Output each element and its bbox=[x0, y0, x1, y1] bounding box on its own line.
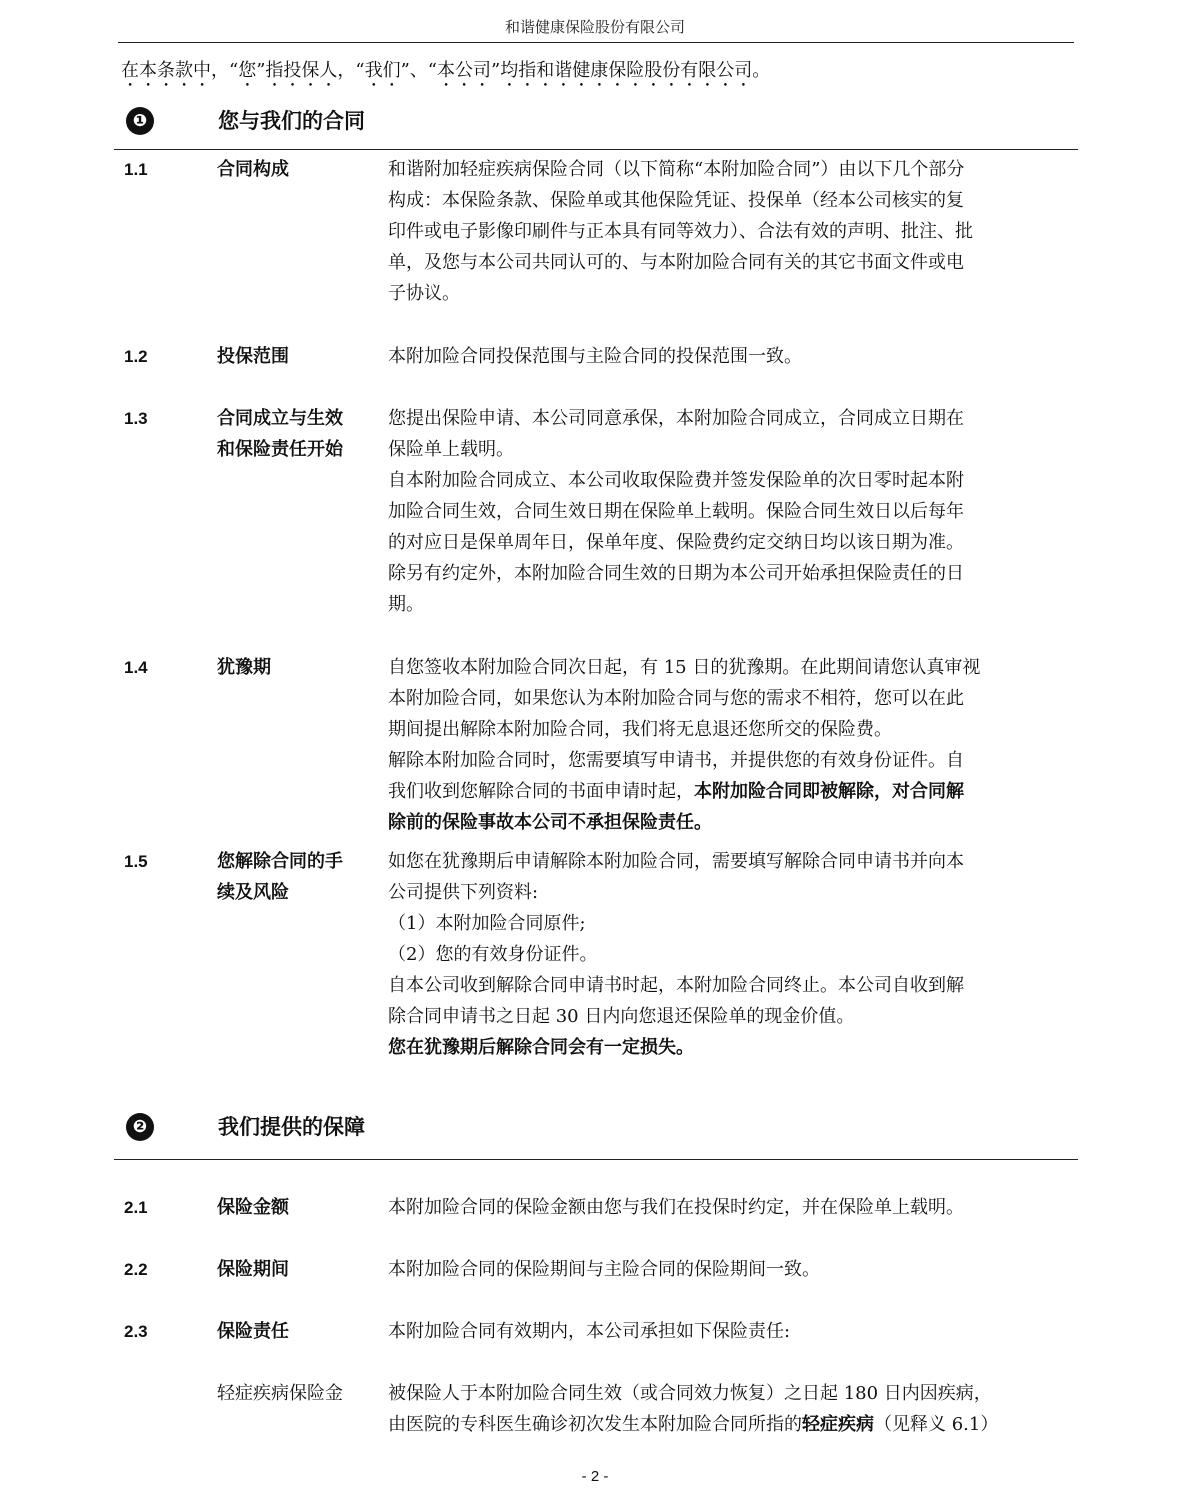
clause-label: 合同成立与生效 和保险责任开始 bbox=[217, 408, 343, 460]
section-2-heading bbox=[0, 1113, 1190, 1153]
clause-body: 本附加险合同的保险金额由您与我们在投保时约定，并在保险单上载明。 bbox=[388, 1197, 964, 1218]
clause-number: 2.1 bbox=[124, 1198, 148, 1217]
section-2-rule bbox=[114, 1159, 1078, 1160]
clause-sublabel: 轻症疾病保险金 bbox=[217, 1383, 343, 1404]
clause-body: 被保险人于本附加险合同生效（或合同效力恢复）之日起 180 日内因疾病， 由医院的专科医生确诊初次发生本附加险合同所指的轻症疾病（见释义 6.1） bbox=[388, 1383, 999, 1435]
clause-label: 合同构成 bbox=[217, 159, 289, 180]
clause-body: 本附加险合同的保险期间与主险合同的保险期间一致。 bbox=[388, 1259, 820, 1280]
clause-body: 您提出保险申请、本公司同意承保，本附加险合同成立，合同成立日期在 保险单上载明。 自本附加险合同成立、本公司收取保险费并签发保险单的次日零时起本附 加险合同生效，合同生效日期在保险单上载明。保险合同生效日以后每年 的对应日是保单周年日，保单年度、保险费约定交纳日均以该日期为准。 除另有约定外，本附加险合同生效的日期为本公司开始承担保险责任的日 期。 bbox=[388, 408, 964, 615]
section-2-title: 我们提供的保障 bbox=[218, 1114, 365, 1139]
clause-number: 1.2 bbox=[124, 347, 148, 366]
clause-body: 如您在犹豫期后申请解除本附加险合同，需要填写解除合同申请书并向本 公司提供下列资料: （1）本附加险合同原件; （2）您的有效身份证件。 自本公司收到解除合同申请书时起，本附加险合同终止。本公司自收到解 除合同申请书之日起 30 日内向您退还保险单的现金价值。 您在犹豫期后解除合同会有一定损失。 bbox=[388, 851, 964, 1058]
clause-number: 1.1 bbox=[124, 160, 148, 179]
clause-body: 本附加险合同有效期内，本公司承担如下保险责任: bbox=[388, 1321, 791, 1342]
clause-body: 本附加险合同投保范围与主险合同的投保范围一致。 bbox=[388, 346, 802, 367]
clause-body: 和谐附加轻症疾病保险合同（以下简称“本附加险合同”）由以下几个部分 构成：本保险条款、保险单或其他保险凭证、投保单（经本公司核实的复 印件或电子影像印刷件与正本具有同等效力）、合法有效的声明、批注、批 单，及您与本公司共同认可的、与本附加险合同有关的其它书面文件或电 子协议。 bbox=[388, 159, 973, 304]
clause-number: 2.3 bbox=[124, 1322, 148, 1341]
page-header-title: 和谐健康保险股份有限公司 bbox=[504, 18, 685, 36]
clause-label: 保险金额 bbox=[217, 1197, 289, 1218]
header-rule bbox=[118, 42, 1074, 43]
page-number: - 2 - bbox=[581, 1468, 609, 1485]
clause-number: 1.3 bbox=[124, 409, 148, 428]
clause-label: 投保范围 bbox=[217, 346, 289, 367]
section-1-title: 您与我们的合同 bbox=[218, 108, 365, 133]
clause-label: 犹豫期 bbox=[217, 657, 271, 678]
clause-number: 1.4 bbox=[124, 658, 148, 677]
clause-label: 您解除合同的手 续及风险 bbox=[217, 851, 343, 903]
section-2-number-icon: ❷ bbox=[126, 1113, 154, 1141]
clause-body: 自您签收本附加险合同次日起，有 15 日的犹豫期。在此期间请您认真审视 本附加险合同，如果您认为本附加险合同与您的需求不相符，您可以在此 期间提出解除本附加险合同，我们将无息退还您所交的保险费。 解除本附加险合同时，您需要填写申请书，并提供您的有效身份证件。自 我们收到您解除合同的书面申请时起，本附加险合同即被解除，对合同解 除前的保险事故本公司不承担保险责任。 bbox=[388, 657, 981, 833]
section-1-heading bbox=[0, 107, 1190, 147]
clause-number: 2.2 bbox=[124, 1260, 148, 1279]
clause-label: 保险责任 bbox=[217, 1321, 289, 1342]
clause-number: 1.5 bbox=[124, 852, 148, 871]
section-1-number-icon: ❶ bbox=[126, 107, 154, 135]
clause-label: 保险期间 bbox=[217, 1259, 289, 1280]
intro-text: 在本条款中，“您”指投保人，“我们”、“本公司”均指和谐健康保险股份有限公司。 bbox=[121, 60, 771, 81]
section-1-rule bbox=[114, 149, 1078, 150]
